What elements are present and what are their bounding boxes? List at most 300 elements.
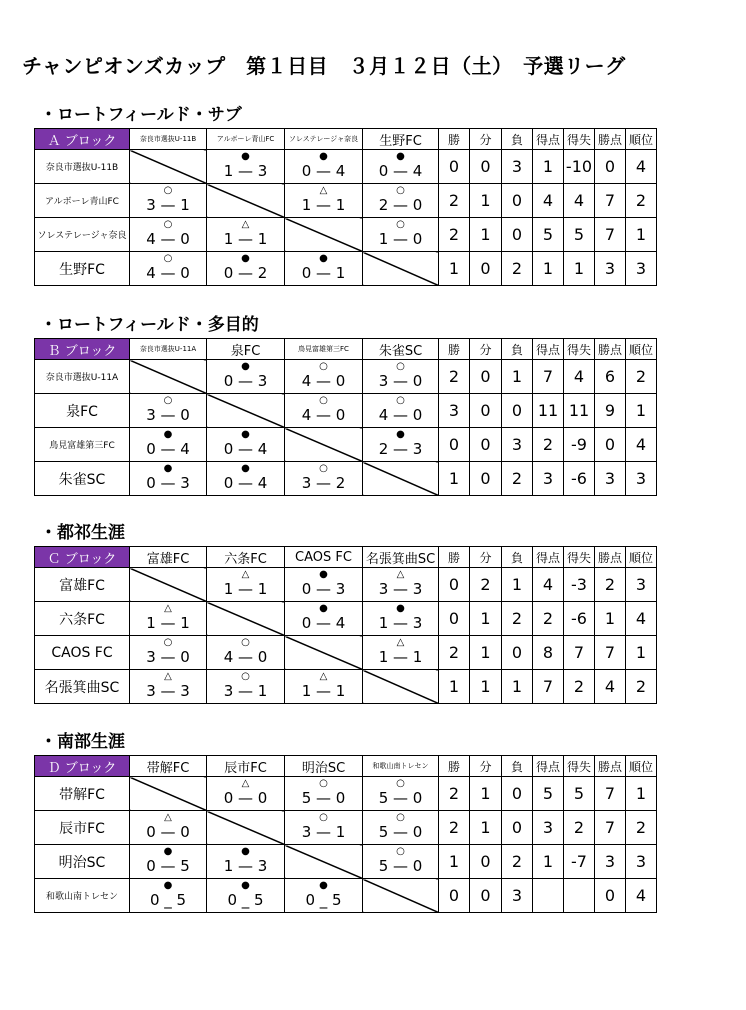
self-match-cell <box>130 777 207 811</box>
result-mark: ○ <box>396 812 405 823</box>
table-row <box>35 777 657 811</box>
stat-column-header: 得点 <box>533 547 564 568</box>
team-row-label: 和歌山南トレセン <box>35 879 130 913</box>
stat-value: 3 <box>533 462 564 496</box>
table-header-row <box>35 756 657 777</box>
team-column-header: 生野FC <box>363 129 439 150</box>
match-result <box>207 845 284 878</box>
stat-column-header: 得点 <box>533 756 564 777</box>
stat-value: 2 <box>502 845 533 879</box>
stat-value: 2 <box>439 360 470 394</box>
match-result <box>207 252 284 285</box>
match-result-cell <box>207 252 285 286</box>
match-score: 0 — 4 <box>301 614 346 632</box>
table-row <box>35 462 657 496</box>
match-result <box>130 428 206 461</box>
self-match-cell <box>363 252 439 286</box>
stat-value <box>564 879 595 913</box>
match-result <box>130 218 206 251</box>
block-label: Ｄ ブロック <box>35 756 130 777</box>
stat-value: -7 <box>564 845 595 879</box>
match-score: 3 — 0 <box>146 648 190 666</box>
stat-column-header: 順位 <box>626 129 657 150</box>
match-score: 1 — 1 <box>223 580 268 598</box>
team-column-header: 富雄FC <box>130 547 207 568</box>
match-result-cell <box>130 811 207 845</box>
block-label: Ａ ブロック <box>35 129 130 150</box>
match-result-cell <box>130 428 207 462</box>
stat-value: 0 <box>439 568 470 602</box>
match-result <box>363 811 438 844</box>
stat-value: 2 <box>533 428 564 462</box>
match-result-cell <box>207 462 285 496</box>
table-header-row <box>35 339 657 360</box>
table-row <box>35 150 657 184</box>
result-mark: ● <box>241 151 250 162</box>
stat-value: 1 <box>470 602 502 636</box>
stat-value: 4 <box>564 184 595 218</box>
stat-value: 5 <box>533 777 564 811</box>
stat-value: 3 <box>439 394 470 428</box>
result-mark: ● <box>319 253 328 264</box>
team-column-header: 奈良市選抜U-11A <box>130 339 207 360</box>
team-column-header: 奈良市選抜U-11B <box>130 129 207 150</box>
stat-value: 1 <box>470 777 502 811</box>
match-score: 3 — 1 <box>146 196 190 214</box>
stat-value: 1 <box>439 462 470 496</box>
stat-value: 1 <box>502 568 533 602</box>
result-mark: ● <box>319 880 328 891</box>
team-row-label: 名張箕曲SC <box>35 670 130 704</box>
league-table <box>34 755 657 913</box>
page-title: チャンピオンズカップ 第１日目 ３月１２日（土） 予選リーグ <box>22 54 626 78</box>
team-column-header: 辰市FC <box>207 756 285 777</box>
team-row-label: CAOS FC <box>35 636 130 670</box>
result-mark: ● <box>319 569 328 580</box>
stat-value: 8 <box>533 636 564 670</box>
section-title: ・都祁生涯 <box>40 523 125 543</box>
stat-column-header: 分 <box>470 756 502 777</box>
table-row <box>35 670 657 704</box>
match-result-cell <box>207 670 285 704</box>
match-score: 1 — 1 <box>146 614 190 632</box>
stat-value: 2 <box>439 636 470 670</box>
match-result-cell <box>363 602 439 636</box>
stat-value: 7 <box>595 777 626 811</box>
match-result <box>363 568 438 601</box>
match-result-cell <box>207 568 285 602</box>
stat-value: 1 <box>533 252 564 286</box>
stat-value: 2 <box>439 184 470 218</box>
stat-value: 0 <box>439 150 470 184</box>
match-score: 4 — 0 <box>301 406 346 424</box>
stat-value: 5 <box>564 777 595 811</box>
self-match-cell <box>207 602 285 636</box>
match-result <box>363 777 438 810</box>
stat-value: 2 <box>439 777 470 811</box>
table-row <box>35 428 657 462</box>
match-result <box>207 636 284 669</box>
table-row <box>35 184 657 218</box>
stat-value: 1 <box>470 184 502 218</box>
self-match-cell <box>285 428 363 462</box>
stat-value: 2 <box>626 670 657 704</box>
team-row-label: 奈良市選抜U-11A <box>35 360 130 394</box>
self-match-cell <box>130 568 207 602</box>
match-result-cell <box>130 845 207 879</box>
stat-value: 1 <box>470 636 502 670</box>
match-result <box>363 184 438 217</box>
result-mark: ● <box>241 463 250 474</box>
stat-value: 1 <box>626 218 657 252</box>
stat-value: 0 <box>595 150 626 184</box>
stat-value: -3 <box>564 568 595 602</box>
match-score: 1 — 3 <box>378 614 423 632</box>
team-row-label: 鳥見富雄第三FC <box>35 428 130 462</box>
match-score: 1 — 1 <box>378 648 423 666</box>
result-mark: △ <box>396 569 405 580</box>
match-score: 1 — 3 <box>223 857 268 875</box>
stat-value: 4 <box>533 568 564 602</box>
table-row <box>35 394 657 428</box>
stat-value: 0 <box>470 428 502 462</box>
self-match-cell <box>130 150 207 184</box>
team-column-header: 和歌山南トレセン <box>363 756 439 777</box>
result-mark: ○ <box>396 778 405 789</box>
stat-value: 7 <box>533 670 564 704</box>
stat-value: 0 <box>470 360 502 394</box>
match-result <box>363 150 438 183</box>
team-row-label: 帯解FC <box>35 777 130 811</box>
stat-value: 1 <box>502 670 533 704</box>
match-result-cell <box>363 777 439 811</box>
match-result-cell <box>207 879 285 913</box>
team-row-label: 辰市FC <box>35 811 130 845</box>
match-score: 4 — 0 <box>146 230 190 248</box>
block-label: Ｃ ブロック <box>35 547 130 568</box>
match-result <box>207 462 284 495</box>
stat-value: 0 <box>470 394 502 428</box>
result-mark: ● <box>163 429 173 440</box>
result-mark: △ <box>396 637 405 648</box>
match-result <box>207 670 284 703</box>
stat-value: 4 <box>564 360 595 394</box>
match-score: 0 — 2 <box>223 264 268 282</box>
match-score: 1 — 1 <box>223 230 268 248</box>
stat-value: 7 <box>595 184 626 218</box>
stat-column-header: 負 <box>502 129 533 150</box>
stat-value: 0 <box>595 428 626 462</box>
self-match-cell <box>285 636 363 670</box>
result-mark: ○ <box>319 778 328 789</box>
match-score: 3 — 3 <box>146 682 190 700</box>
table-header-row <box>35 129 657 150</box>
stat-value: 1 <box>439 252 470 286</box>
stat-column-header: 勝 <box>439 756 470 777</box>
team-column-header: ソレステレージャ奈良 <box>285 129 363 150</box>
stat-column-header: 勝点 <box>595 547 626 568</box>
team-row-label: 生野FC <box>35 252 130 286</box>
stat-value: 7 <box>595 636 626 670</box>
stat-value: 1 <box>626 777 657 811</box>
self-match-cell <box>207 394 285 428</box>
match-result <box>285 360 362 393</box>
result-mark: ○ <box>396 219 405 230</box>
match-result-cell <box>363 150 439 184</box>
match-result <box>207 428 284 461</box>
team-column-header: アルボーレ青山FC <box>207 129 285 150</box>
stat-column-header: 勝点 <box>595 756 626 777</box>
stat-column-header: 得失 <box>564 339 595 360</box>
match-result-cell <box>130 218 207 252</box>
stat-value: 0 <box>502 777 533 811</box>
stat-value: 7 <box>564 636 595 670</box>
match-result <box>285 184 362 217</box>
league-table <box>34 546 657 704</box>
match-result <box>130 845 206 878</box>
stat-value: 0 <box>502 218 533 252</box>
match-result <box>363 394 438 427</box>
match-result-cell <box>285 777 363 811</box>
stat-value: 2 <box>564 811 595 845</box>
result-mark: △ <box>164 603 172 614</box>
stat-value: 2 <box>502 252 533 286</box>
stat-value: 0 <box>502 394 533 428</box>
team-row-label: アルボーレ青山FC <box>35 184 130 218</box>
stat-column-header: 勝 <box>439 339 470 360</box>
stat-value: 0 <box>439 602 470 636</box>
stat-value: 1 <box>626 394 657 428</box>
team-column-header: 朱雀SC <box>363 339 439 360</box>
self-match-cell <box>207 811 285 845</box>
stat-value: 11 <box>564 394 595 428</box>
match-result <box>130 670 206 703</box>
result-mark: ○ <box>319 812 328 823</box>
self-match-cell <box>130 360 207 394</box>
match-result <box>363 428 438 461</box>
match-result-cell <box>363 360 439 394</box>
match-result-cell <box>285 360 363 394</box>
match-score: 0 — 3 <box>301 580 346 598</box>
result-mark: ○ <box>396 361 405 372</box>
match-result <box>130 394 206 427</box>
result-mark: ○ <box>163 253 173 264</box>
result-mark: △ <box>164 812 172 823</box>
result-mark: ● <box>396 429 405 440</box>
match-result-cell <box>363 636 439 670</box>
self-match-cell <box>285 845 363 879</box>
match-result-cell <box>207 218 285 252</box>
match-score: 1 — 3 <box>223 162 268 180</box>
match-result <box>285 252 362 285</box>
match-score: 0 — 5 <box>146 857 190 875</box>
result-mark: △ <box>164 671 172 682</box>
match-result-cell <box>363 428 439 462</box>
match-score: 0 — 0 <box>146 823 190 841</box>
stat-value: 2 <box>626 811 657 845</box>
stat-value: 7 <box>595 218 626 252</box>
match-result-cell <box>363 184 439 218</box>
match-result <box>130 252 206 285</box>
match-result <box>285 462 362 495</box>
stat-value: 4 <box>626 879 657 913</box>
stat-value: 0 <box>470 462 502 496</box>
result-mark: ● <box>241 361 250 372</box>
match-result-cell <box>285 252 363 286</box>
stat-value: 0 <box>595 879 626 913</box>
result-mark: ○ <box>241 671 250 682</box>
league-table <box>34 338 657 496</box>
team-row-label: 明治SC <box>35 845 130 879</box>
match-result <box>285 811 362 844</box>
stat-value: 3 <box>595 462 626 496</box>
match-score: 5 — 0 <box>378 857 423 875</box>
match-score: 0 — 4 <box>146 440 190 458</box>
stat-value: 2 <box>439 811 470 845</box>
stat-column-header: 得失 <box>564 129 595 150</box>
match-score: 4 — 0 <box>378 406 423 424</box>
team-column-header: 六条FC <box>207 547 285 568</box>
stat-value: 7 <box>595 811 626 845</box>
match-score: 2 — 3 <box>378 440 423 458</box>
stat-value: 1 <box>470 218 502 252</box>
match-result <box>363 636 438 669</box>
stat-value: 2 <box>439 218 470 252</box>
stat-column-header: 勝点 <box>595 129 626 150</box>
table-header-row <box>35 547 657 568</box>
stat-column-header: 順位 <box>626 547 657 568</box>
stat-value: 3 <box>626 845 657 879</box>
result-mark: △ <box>319 185 328 196</box>
stat-value: 5 <box>564 218 595 252</box>
result-mark: ○ <box>319 395 328 406</box>
stat-value: 2 <box>502 462 533 496</box>
result-mark: ○ <box>163 185 173 196</box>
stat-value: 3 <box>533 811 564 845</box>
match-result-cell <box>130 670 207 704</box>
stat-value: 3 <box>626 462 657 496</box>
table-row <box>35 811 657 845</box>
match-score: 3 — 2 <box>301 474 346 492</box>
stat-value: 0 <box>470 150 502 184</box>
stat-value: 1 <box>533 845 564 879</box>
stat-value: 0 <box>470 845 502 879</box>
stat-value: 3 <box>595 252 626 286</box>
match-result <box>207 777 284 810</box>
stat-column-header: 勝点 <box>595 339 626 360</box>
match-result-cell <box>130 636 207 670</box>
match-score: 0 — 3 <box>146 474 190 492</box>
match-result-cell <box>285 602 363 636</box>
block-label: Ｂ ブロック <box>35 339 130 360</box>
match-result-cell <box>130 184 207 218</box>
team-row-label: 奈良市選抜U-11B <box>35 150 130 184</box>
stat-value: 1 <box>533 150 564 184</box>
stat-value: 1 <box>626 636 657 670</box>
stat-value: 2 <box>533 602 564 636</box>
match-result-cell <box>285 568 363 602</box>
stat-value: 0 <box>439 879 470 913</box>
self-match-cell <box>207 184 285 218</box>
match-result <box>363 845 438 878</box>
match-result <box>285 777 362 810</box>
stat-column-header: 勝 <box>439 129 470 150</box>
match-result <box>363 602 438 635</box>
table-row <box>35 636 657 670</box>
stat-value: -10 <box>564 150 595 184</box>
match-result-cell <box>363 568 439 602</box>
stat-column-header: 得点 <box>533 129 564 150</box>
match-result-cell <box>363 811 439 845</box>
result-mark: ○ <box>163 219 173 230</box>
result-mark: ○ <box>396 846 405 857</box>
result-mark: △ <box>241 219 250 230</box>
stat-value: -6 <box>564 602 595 636</box>
table-row <box>35 845 657 879</box>
match-score: 0 _ 5 <box>227 891 264 909</box>
team-row-label: 六条FC <box>35 602 130 636</box>
match-score: 1 — 1 <box>301 196 346 214</box>
match-result-cell <box>207 777 285 811</box>
match-result <box>363 360 438 393</box>
match-result-cell <box>130 394 207 428</box>
result-mark: ● <box>163 880 173 891</box>
stat-value: 2 <box>470 568 502 602</box>
stat-value: 3 <box>626 252 657 286</box>
result-mark: ○ <box>241 637 250 648</box>
match-result-cell <box>207 636 285 670</box>
result-mark: ● <box>319 603 328 614</box>
stat-value: 1 <box>439 845 470 879</box>
stat-column-header: 得失 <box>564 547 595 568</box>
stat-column-header: 負 <box>502 339 533 360</box>
match-result-cell <box>207 360 285 394</box>
match-result-cell <box>285 394 363 428</box>
match-score: 4 — 0 <box>223 648 268 666</box>
stat-value: 5 <box>533 218 564 252</box>
match-score: 0 — 4 <box>378 162 423 180</box>
stat-value: 1 <box>470 670 502 704</box>
match-score: 0 _ 5 <box>149 891 187 909</box>
stat-column-header: 分 <box>470 339 502 360</box>
result-mark: ● <box>319 151 328 162</box>
stat-value: 2 <box>595 568 626 602</box>
table-row <box>35 602 657 636</box>
stat-value: 11 <box>533 394 564 428</box>
stat-column-header: 負 <box>502 756 533 777</box>
result-mark: ○ <box>319 361 328 372</box>
match-result-cell <box>285 879 363 913</box>
stat-value: 0 <box>502 636 533 670</box>
result-mark: ● <box>396 151 405 162</box>
match-result <box>130 811 206 844</box>
match-result-cell <box>130 462 207 496</box>
stat-column-header: 負 <box>502 547 533 568</box>
team-column-header: 帯解FC <box>130 756 207 777</box>
match-score: 0 — 4 <box>223 474 268 492</box>
stat-value: -9 <box>564 428 595 462</box>
stat-value: 6 <box>595 360 626 394</box>
stat-value: 9 <box>595 394 626 428</box>
stat-column-header: 分 <box>470 129 502 150</box>
match-score: 0 — 4 <box>301 162 346 180</box>
result-mark: ● <box>163 463 173 474</box>
match-score: 4 — 0 <box>301 372 346 390</box>
stat-value: 1 <box>470 811 502 845</box>
section-title: ・南部生涯 <box>40 732 125 752</box>
self-match-cell <box>285 218 363 252</box>
match-score: 2 — 0 <box>378 196 423 214</box>
